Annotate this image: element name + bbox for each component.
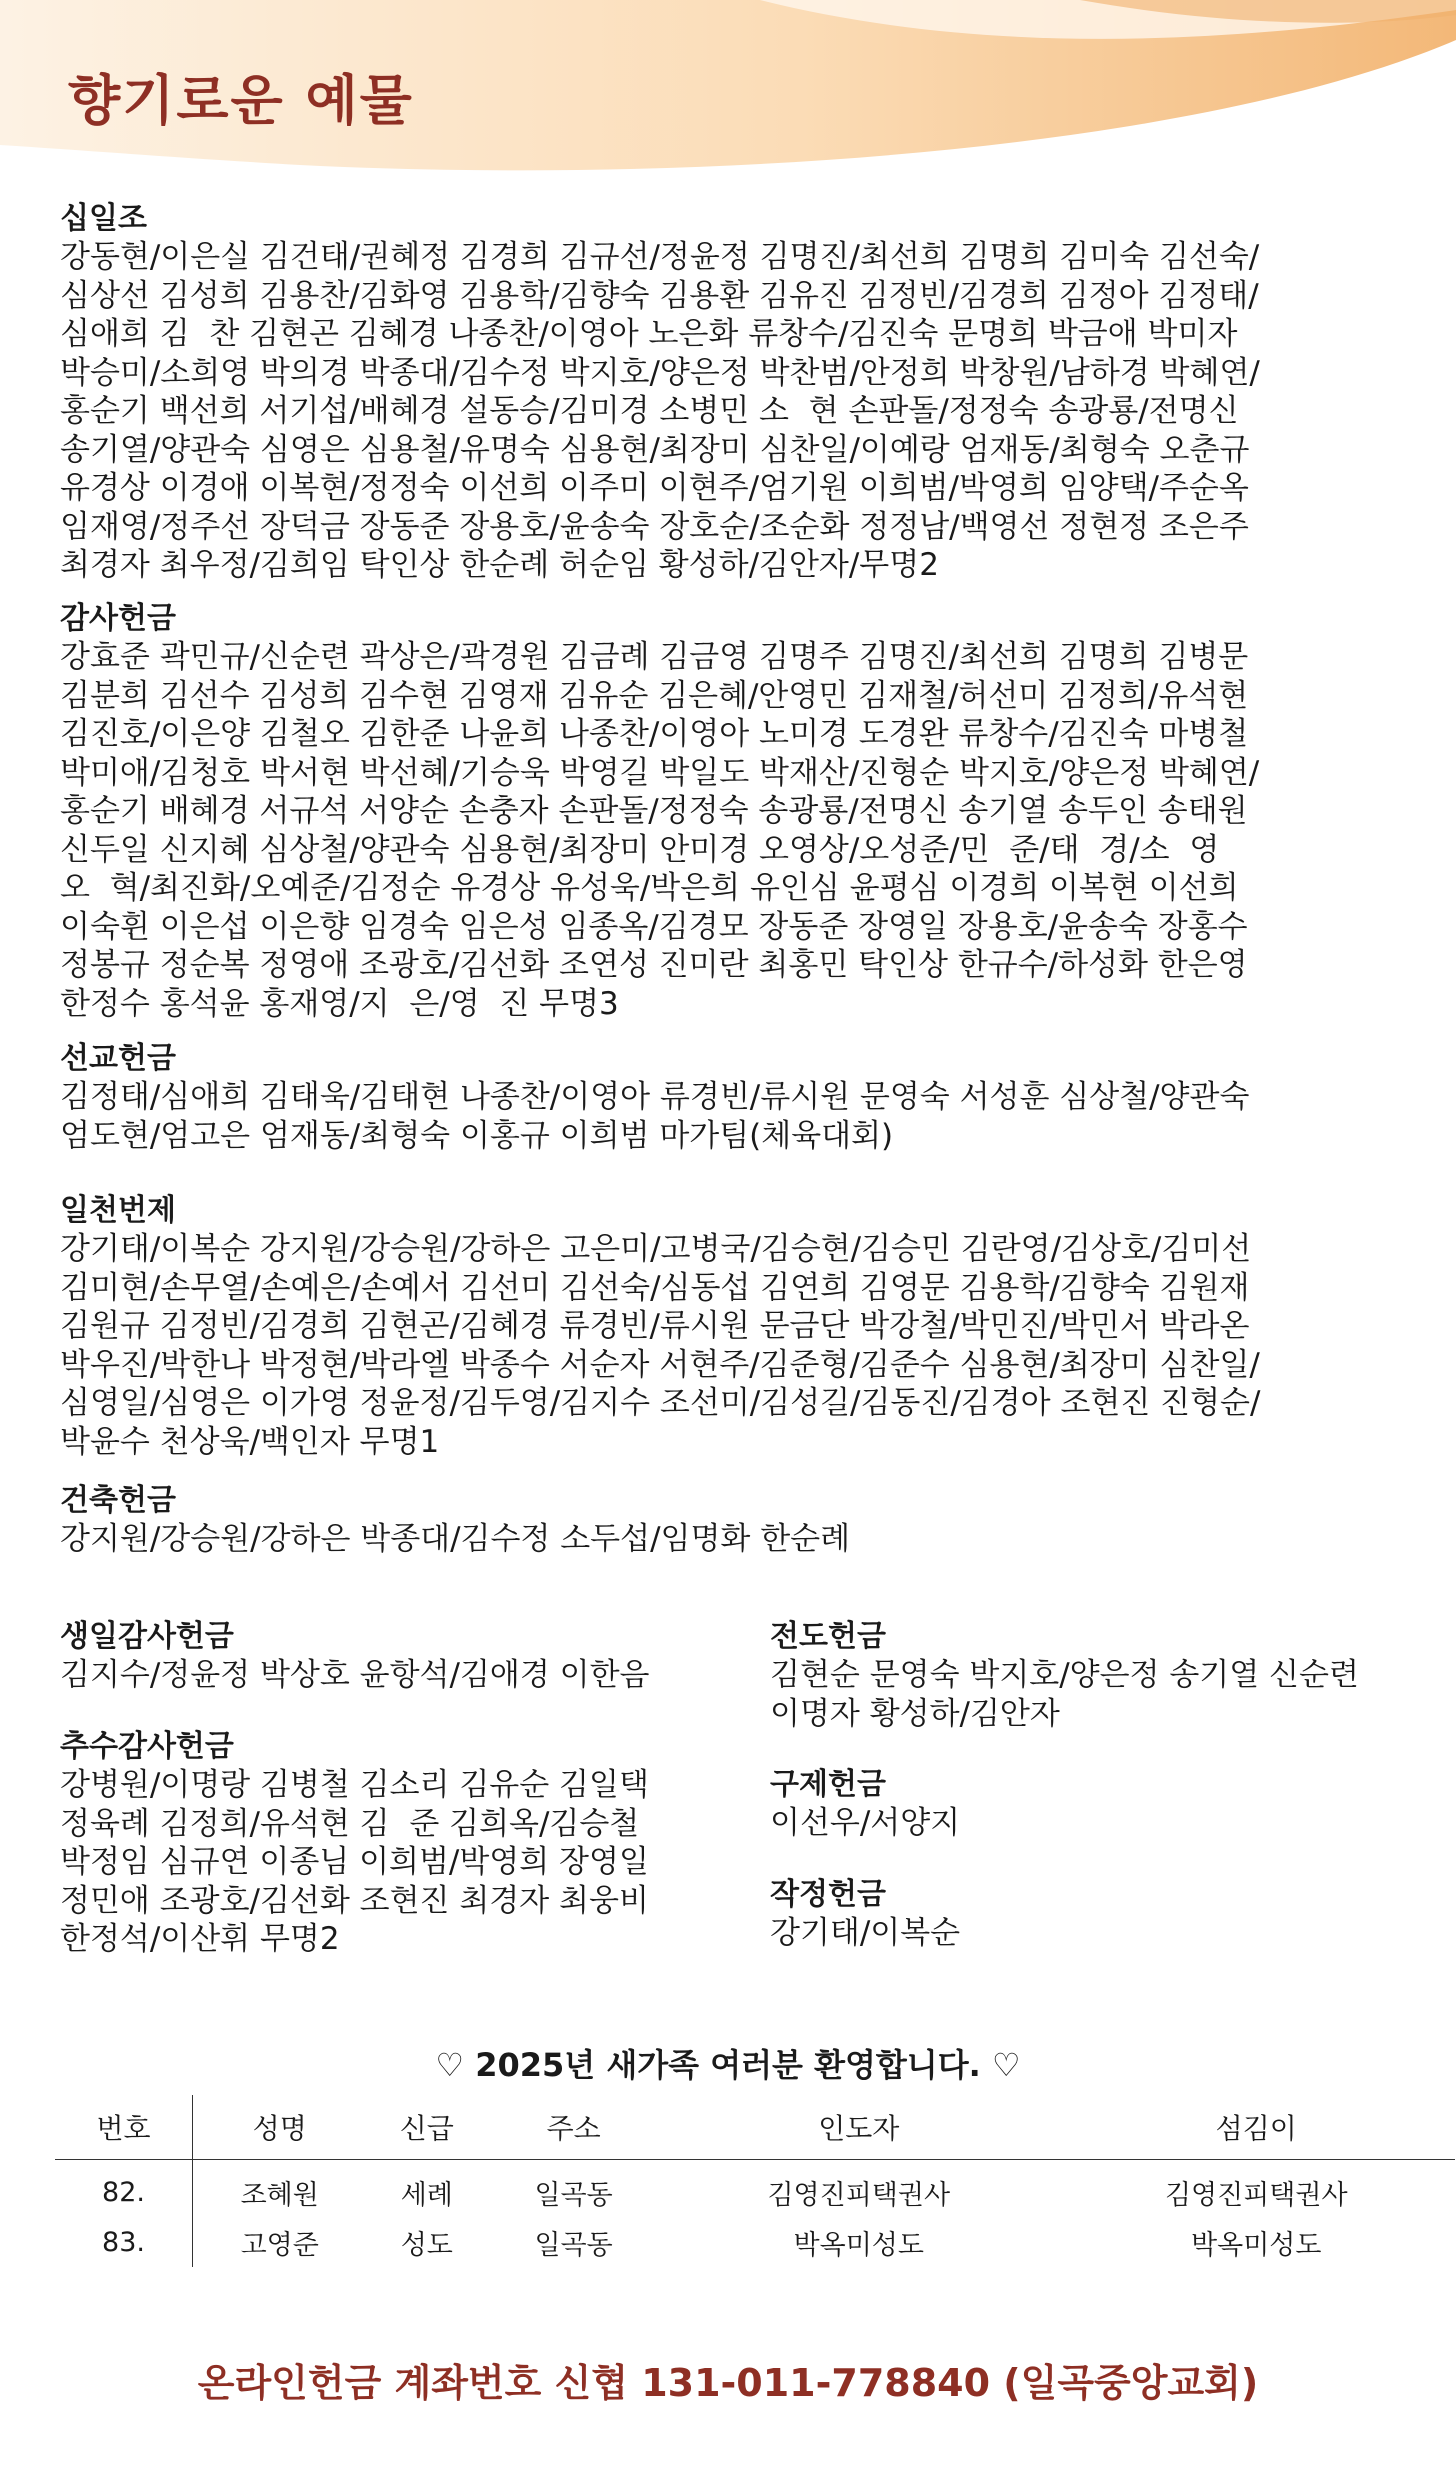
donor-names: 김현순 문영숙 박지호/양은정 송기열 신순련 이명자 황성하/김안자 (770, 1657, 1359, 1732)
online-offering-account: 온라인헌금 계좌번호 신협 131-011-778840 (일곡중앙교회) (197, 2361, 1259, 2405)
section-title: 감사헌금 (60, 601, 176, 636)
table-cell: 조혜원 (240, 2179, 319, 2211)
section-relief (770, 1766, 1430, 1843)
table-cell: 83. (55, 2217, 193, 2267)
section-building (60, 1482, 850, 1559)
table-cell: 일곡동 (534, 2179, 613, 2211)
table-cell: 김영진피택권사 (1164, 2179, 1348, 2211)
table-row (55, 2217, 1455, 2267)
section-title: 구제헌금 (770, 1767, 886, 1802)
column-header: 성명 (193, 2095, 367, 2160)
table-cell: 박옥미성도 (793, 2229, 924, 2261)
section-title: 추수감사헌금 (60, 1729, 234, 1764)
section-title: 일천번제 (60, 1193, 176, 1228)
table-cell: 고영준 (240, 2229, 319, 2261)
section-title: 건축헌금 (60, 1483, 176, 1518)
table-cell: 박옥미성도 (1191, 2229, 1322, 2261)
donor-names: 김정태/심애희 김태욱/김태현 나종찬/이영아 류경빈/류시원 문영숙 서성훈 심상철/양관숙 엄도현/엄고은 엄재동/최형숙 이홍규 이희범 마가팀(체육대회) (60, 1079, 1250, 1154)
donor-names: 이선우/서양지 (770, 1805, 961, 1841)
table-cell: 일곡동 (534, 2229, 613, 2261)
donor-names: 강동현/이은실 김건태/권혜정 김경희 김규선/정윤정 김명진/최선희 김명희 김미숙 김선숙/ 심상선 김성희 김용찬/김화영 김용학/김향숙 김용환 김유진 김정빈/김경희 김정아 김정태/ 심애희 김 찬 김현곤 김혜경 나종찬/이영아 노은화 류창수/김진숙 문명희 박금애 박미자 박승미/소희영 박의경 박종대/김수정 박지호/양은정 박찬범/안정희 박창원/남하경 박혜연/ 홍순기 백선희 서기섭/배혜경 설동승/김미경 소병민 소 현 손판돌/정정숙 송광룡/전명신 송기열/양관숙 심영은 심용철/유명숙 심용현/최장미 심찬일/이예랑 엄재동/최형숙 오춘규 유경상 이경애 이복현/정정숙 이선희 이주미 이현주/엄기원 이희범/박영희 임양택/주순옥 임재영/정주선 장덕금 장동준 장용호/윤송숙 장호순/조순화 정정남/백영선 정현정 조은주 최경자 최우정/김희임 탁인상 한순례 허순임 황성하/김안자/무명2 (60, 239, 1260, 583)
new-family-table (55, 2095, 1455, 2267)
section-harvest (60, 1728, 760, 1959)
table-cell: 82. (55, 2160, 193, 2218)
section-title: 전도헌금 (770, 1619, 886, 1654)
column-header: 주소 (487, 2095, 660, 2160)
welcome-heading: ♡ 2025년 새가족 여러분 환영합니다. ♡ (435, 2046, 1021, 2084)
page-title: 향기로운 예물 (68, 68, 414, 132)
column-header: 번호 (55, 2095, 193, 2160)
donor-names: 강기태/이복순 강지원/강승원/강하은 고은미/고병국/김승현/김승민 김란영/김상호/김미선 김미현/손무열/손예은/손예서 김선미 김선숙/심동섭 김연희 김영문 김용학/김향숙 김원재 김원규 김정빈/김경희 김현곤/김혜경 류경빈/류시원 문금단 박강철/박민진/박민서 박라온 박우진/박한나 박정현/박라엘 박종수 서순자 서현주/김준형/김준수 심용현/최장미 심찬일/ 심영일/심영은 이가영 정윤정/김두영/김지수 조선미/김성길/김동진/김경아 조현진 진형순/ 박윤수 천상욱/백인자 무명1 (60, 1231, 1261, 1460)
section-tithe (60, 200, 1260, 585)
donor-names: 강효준 곽민규/신순련 곽상은/곽경원 김금례 김금영 김명주 김명진/최선희 김명희 김병문 김분희 김선수 김성희 김수현 김영재 김유순 김은혜/안영민 김재철/허선미 김정희/유석현 김진호/이은양 김철오 김한준 나윤희 나종찬/이영아 노미경 도경완 류창수/김진숙 마병철 박미애/김청호 박서현 박선혜/기승욱 박영길 박일도 박재산/진형순 박지호/양은정 박혜연/ 홍순기 배혜경 서규석 서양순 손충자 손판돌/정정숙 송광룡/전명신 송기열 송두인 송태원 신두일 신지혜 심상철/양관숙 심용현/최장미 안미경 오영상/오성준/민 준/태 경/소 영 오 혁/최진화/오예준/김정순 유경상 유성욱/박은희 유인심 윤평심 이경희 이복현 이선희 이숙휜 이은섭 이은향 임경숙 임은성 임종옥/김경모 장동준 장영일 장용호/윤송숙 장홍수 정봉규 정순복 정영애 조광호/김선화 조연성 진미란 최홍민 탁인상 한규수/하성화 한은영 한정수 홍석윤 홍재영/지 은/영 진 무명3 (60, 639, 1260, 1022)
section-evangelism (770, 1618, 1430, 1733)
section-ilcheon (60, 1192, 1260, 1461)
section-birthday (60, 1618, 760, 1695)
section-mission (60, 1040, 1249, 1155)
section-title: 작정헌금 (770, 1877, 886, 1912)
donor-names: 김지수/정윤정 박상호 윤항석/김애경 이한음 (60, 1657, 650, 1693)
section-jakjeong (770, 1876, 1430, 1953)
table-cell: 성도 (400, 2229, 453, 2261)
column-header: 섬김이 (1058, 2095, 1456, 2160)
section-title: 생일감사헌금 (60, 1619, 234, 1654)
donor-names: 강지원/강승원/강하은 박종대/김수정 소두섭/임명화 한순례 (60, 1521, 851, 1557)
column-header: 신급 (366, 2095, 487, 2160)
table-header-row (55, 2095, 1455, 2160)
table-row (55, 2160, 1455, 2218)
section-title: 선교헌금 (60, 1041, 176, 1076)
table-cell: 김영진피택권사 (767, 2179, 951, 2211)
donor-names: 강기태/이복순 (770, 1915, 961, 1951)
section-title: 십일조 (60, 201, 147, 236)
donor-names: 강병원/이명랑 김병철 김소리 김유순 김일택 정육례 김정희/유석현 김 준 김희옥/김승철 박정임 심규연 이종님 이희범/박영희 장영일 정민애 조광호/김선화 조현진 최경자 최웅비 한정석/이산휘 무명2 (60, 1767, 649, 1957)
table-cell: 세례 (400, 2179, 453, 2211)
column-header: 인도자 (660, 2095, 1057, 2160)
section-thanks (60, 600, 1259, 1023)
